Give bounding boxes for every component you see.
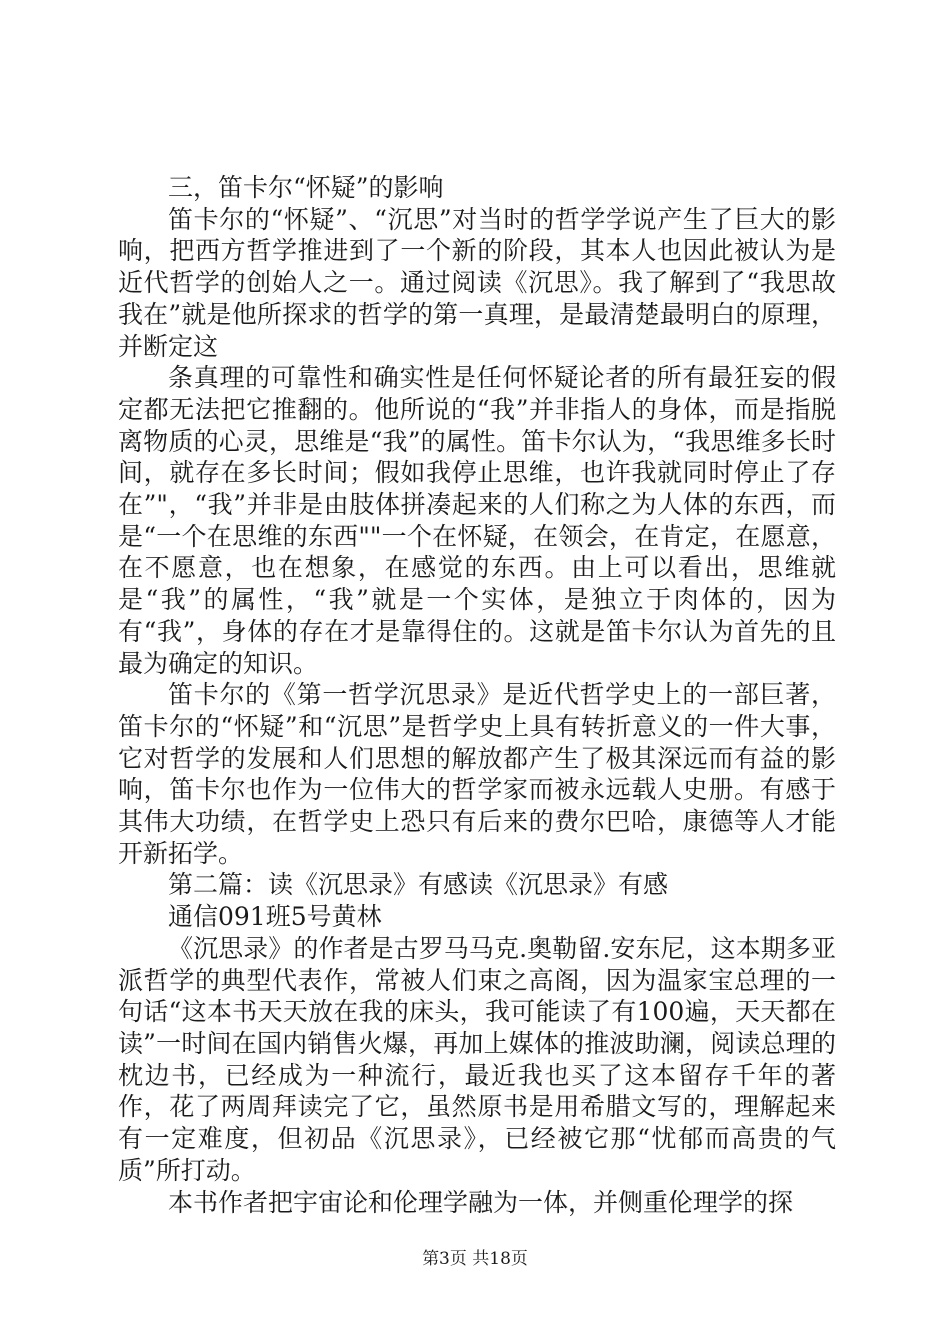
chapter-heading: 第二篇：读《沉思录》有感读《沉思录》有感 (168, 870, 669, 900)
page-footer: 第3页 共18页 (422, 1249, 528, 1269)
body-paragraph: 本书作者把宇宙论和伦理学融为一体，并侧重伦理学的探 (168, 1187, 794, 1217)
body-paragraph: 笛卡尔的《第一哲学沉思录》是近代哲学史上的一部巨著，笛卡尔的“怀疑”和“沉思”是哲学史上具有转折意义的一件大事，它对哲学的发展和人们思想的解放都产生了极其深远而有益的影响，笛卡尔也作为一位伟大的哲学家而被永远载人史册。有感于其伟大功绩，在哲学史上恐只有后来的费尔巴哈，康德等人才能开新拓学。 (118, 680, 836, 868)
document-body (118, 172, 836, 1218)
body-paragraph: 笛卡尔的“怀疑”、“沉思”对当时的哲学学说产生了巨大的影响，把西方哲学推进到了一个新的阶段，其本人也因此被认为是近代哲学的创始人之一。通过阅读《沉思》。我了解到了“我思故我在”就是他所探求的哲学的第一真理，是最清楚最明白的原理，并断定这 (118, 204, 836, 361)
body-paragraph: 条真理的可靠性和确实性是任何怀疑论者的所有最狂妄的假定都无法把它推翻的。他所说的“我”并非指人的身体，而是指脱离物质的心灵，思维是“我”的属性。笛卡尔认为，“我思维多长时间，就存在多长时间；假如我停止思维，也许我就同时停止了存在”"，“我”并非是由肢体拼凑起来的人们称之为人体的东西，而是“一个在思维的东西""一个在怀疑，在领会，在肯定，在愿意，在不愿意，也在想象，在感觉的东西。由上可以看出，思维就是“我”的属性，“我”就是一个实体，是独立于肉体的，因为有“我”，身体的存在才是靠得住的。这就是笛卡尔认为首先的且最为确定的知识。 (118, 363, 836, 678)
body-paragraph: 《沉思录》的作者是古罗马马克.奥勒留.安东尼，这本期多亚派哲学的典型代表作，常被人们束之高阁，因为温家宝总理的一句话“这本书天天放在我的床头，我可能读了有100遍，天天都在读”一时间在国内销售火爆，再加上媒体的推波助澜，阅读总理的枕边书，已经成为一种流行，最近我也买了这本留存千年的著作，花了两周拜读完了它，虽然原书是用希腊文写的，理解起来有一定难度，但初品《沉思录》，已经被它那“忧郁而高贵的气质”所打动。 (118, 933, 836, 1185)
author-line: 通信091班5号黄林 (168, 902, 382, 932)
section-heading: 三，笛卡尔“怀疑”的影响 (168, 173, 444, 202)
